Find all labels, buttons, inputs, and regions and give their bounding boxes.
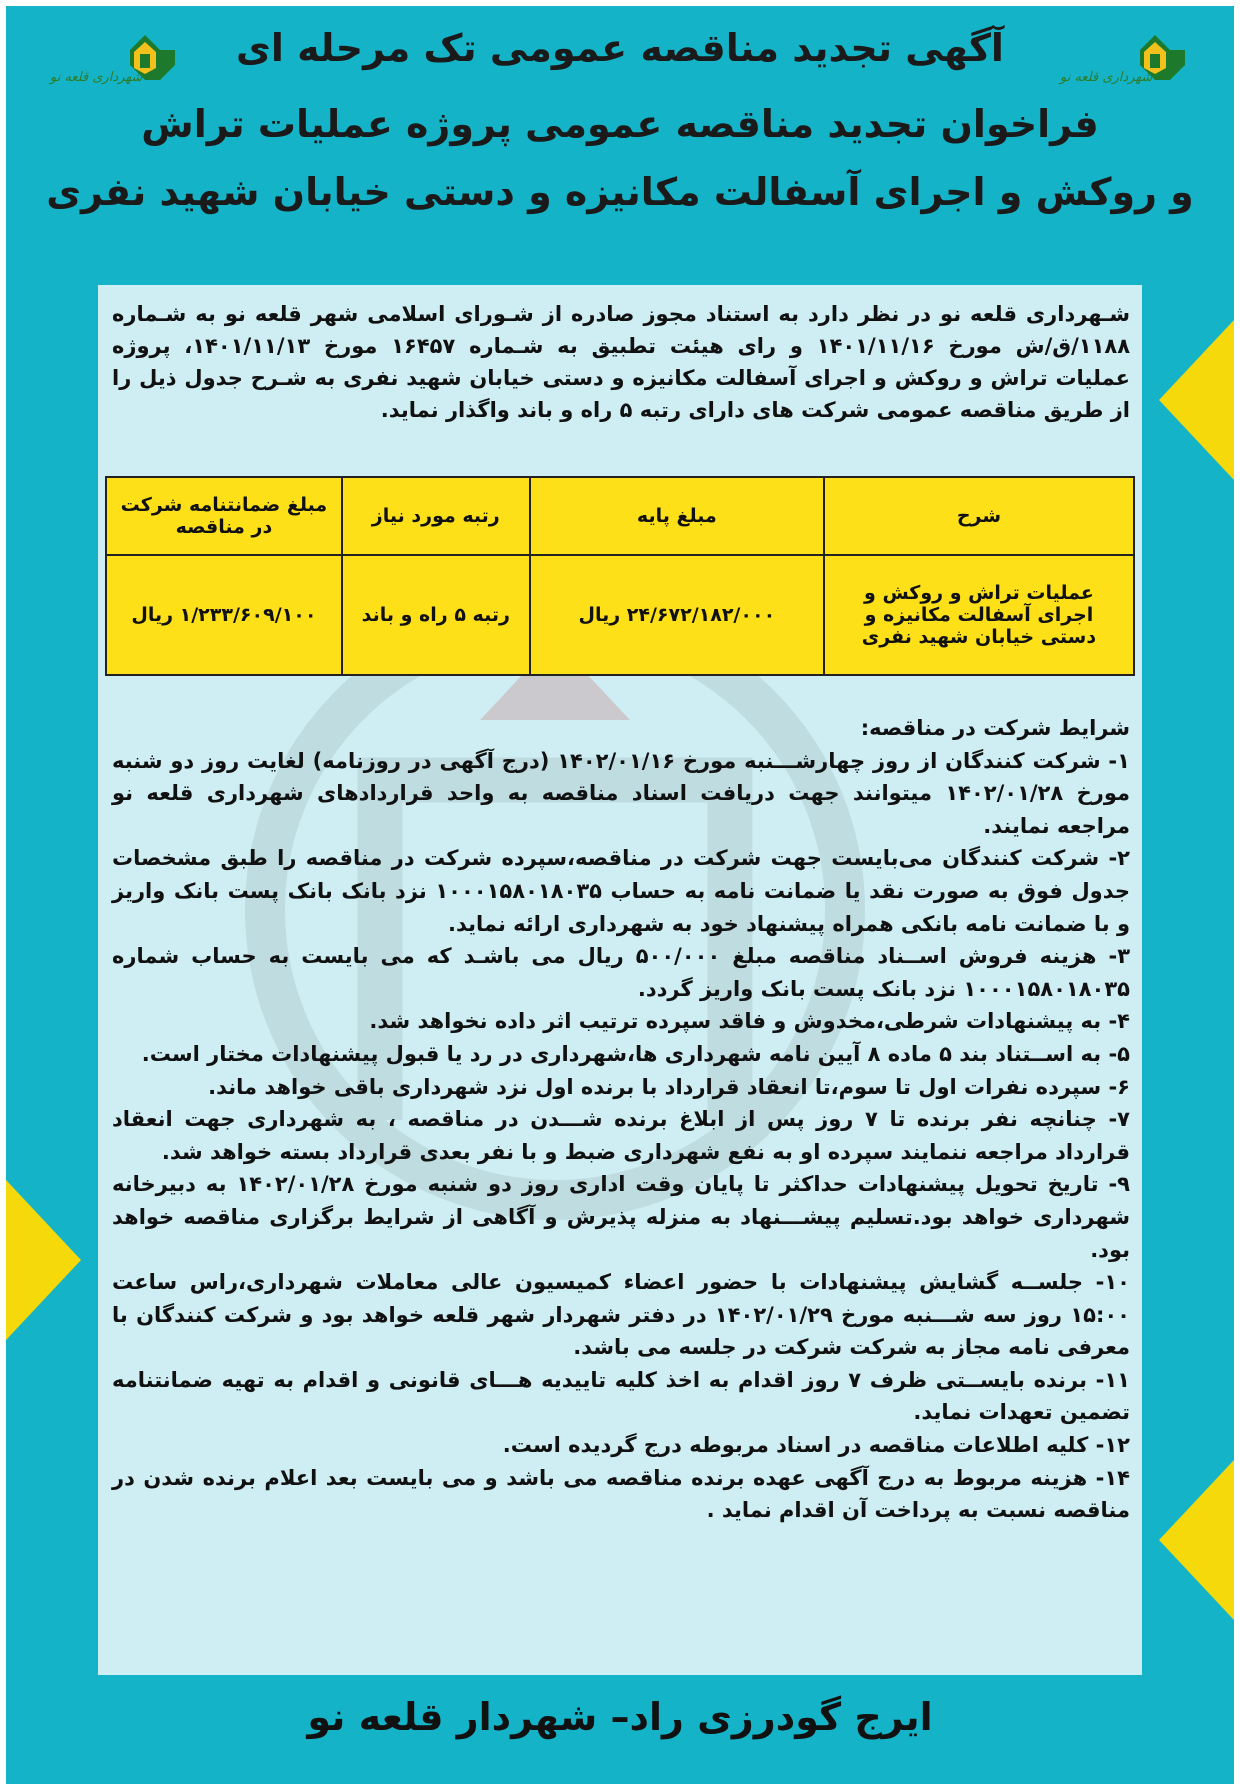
condition-item-5: ۵- به اســتناد بند ۵ ماده ۸ آیین نامه شهرداری ها،شهرداری در رد یا قبول پیشنهادات مختار است.	[141, 1041, 1130, 1066]
cell-guarantee-amount: ۱/۲۳۳/۶۰۹/۱۰۰ ریال	[106, 555, 342, 675]
condition-item-11: ۱۱- برنده بایســتی ظرف ۷ روز اقدام به اخذ کلیه تاییدیه هـــای قانونی و اقدام به تهیه ضمانتنامه تضمین تعهدات نماید.	[112, 1367, 1130, 1425]
header-guarantee-amount: مبلغ ضمانتنامه شرکت در مناقصه	[106, 477, 342, 555]
logo-signature-left: شهرداری قلعه نو	[50, 70, 143, 85]
cell-required-rank: رتبه ۵ راه و باند	[342, 555, 530, 675]
logo-signature-right: شهرداری قلعه نو	[1060, 70, 1153, 85]
header-required-rank: رتبه مورد نیاز	[342, 477, 530, 555]
tender-table	[105, 476, 1135, 676]
cell-description: عملیات تراش و روکش و اجرای آسفالت مکانیزه و دستی خیابان شهید نفری	[824, 555, 1134, 675]
conditions-section	[112, 712, 1130, 1527]
condition-item-14: ۱۴- هزینه مربوط به درج آگهی عهده برنده مناقصه می باشد و می بایست بعد اعلام برنده شدن در مناقصه نسبت به پرداخت آن اقدام نماید .	[112, 1465, 1130, 1523]
conditions-title: شرایط شرکت در مناقصه:	[860, 716, 1130, 740]
condition-item-7: ۷- چنانچه نفر برنده تا ۷ روز پس از ابلاغ برنده شـــدن در مناقصه ، به شهرداری جهت انعقاد قرارداد مراجعه ننمایند سپرده او به نفع شهرداری ضبط و با نفر بعدی قرارداد بسته خواهد شد.	[112, 1107, 1130, 1164]
title-line-2: فراخوان تجدید مناقصه عمومی پروژه عملیات تراش	[141, 102, 1099, 146]
title-line-3: و روکش و اجرای آسفالت مکانیزه و دستی خیابان شهید نفری	[46, 170, 1194, 214]
decor-triangle-right-top	[1159, 320, 1234, 480]
condition-item-6: ۶- سپرده نفرات اول تا سوم،تا انعقاد قرارداد با برنده اول نزد شهرداری باقی خواهد ماند.	[208, 1074, 1130, 1099]
condition-item-10: ۱۰- جلســه گشایش پیشنهادات با حضور اعضاء کمیسیون عالی معاملات شهرداری،راس ساعت ۱۵:۰۰ روز سه شـــنبه مورخ ۱۴۰۲/۰۱/۲۹ در دفتر شهردار شهر قلعه خواهد بود و شرکت کنندگان با معرفی نامه مجاز به شرکت شرکت در جلسه می باشد.	[112, 1270, 1130, 1360]
decor-triangle-left	[6, 1180, 81, 1340]
condition-item-3: ۳- هزینه فروش اســناد مناقصه مبلغ ۵۰۰/۰۰۰ ریال می باشـد که می بایست به حساب شماره ۱۰۰۰۱۵۸۰۱۸۰۳۵ نزد بانک پست بانک واریز گردد.	[112, 944, 1131, 1001]
condition-item-9: ۹- تاریخ تحویل پیشنهادات حداکثر تا پایان وقت اداری روز دو شنبه مورخ ۱۴۰۲/۰۱/۲۸ به دبیرخانه شهرداری خواهد بود.تسلیم پیشـــنهاد به منزله پذیرش و آگاهی از شرایط برگزاری مناقصه خواهد بود.	[112, 1172, 1130, 1262]
condition-item-1: ۱- شرکت کنندگان از روز چهارشـــنبه مورخ ۱۴۰۲/۰۱/۱۶ (درج آگهی در روزنامه) لغایت روز دو شنبه مورخ ۱۴۰۲/۰۱/۲۸ میتوانند جهت دریافت اسناد مناقصه به واحد قراردادهای شهرداری قلعه نو مراجعه نمایند.	[112, 748, 1131, 838]
condition-item-4: ۴- به پیشنهادات شرطی،مخدوش و فاقد سپرده ترتیب اثر داده نخواهد شد.	[369, 1009, 1130, 1034]
header	[10, 10, 1230, 260]
header-description: شرح	[824, 477, 1134, 555]
intro-paragraph: شـهرداری قلعه نو در نظر دارد به استناد مجوز صادره از شـورای اسلامی شهر قلعه نو به شـماره ۱۱۸۸/ق/ش مورخ ۱۴۰۱/۱۱/۱۶ و رای هیئت تطبیق به شـماره ۱۶۴۵۷ مورخ ۱۴۰۱/۱۱/۱۳، پروژه عملیات تراش و روکش و اجرای آسفالت مکانیزه و دستی خیابان شهید نفری به شـرح جدول ذیل را از طریق مناقصه عمومی شرکت های دارای رتبه ۵ راه و باند واگذار نماید.	[112, 302, 1131, 422]
title-line-1: آگهی تجدید مناقصه عمومی تک مرحله ای	[236, 26, 1004, 70]
header-base-amount: مبلغ پایه	[530, 477, 824, 555]
condition-item-12: ۱۲- کلیه اطلاعات مناقصه در اسناد مربوطه درج گردیده است.	[502, 1433, 1130, 1458]
decor-triangle-right-bottom	[1159, 1460, 1234, 1620]
table-row	[106, 555, 1134, 675]
condition-item-2: ۲- شرکت کنندگان می‌بایست جهت شرکت در مناقصه،سپرده شرکت در مناقصه را طبق مشخصات جدول فوق به صورت نقد یا ضمانت نامه به حساب ۱۰۰۰۱۵۸۰۱۸۰۳۵ نزد بانک بانک پست بانک واریز و با ضمانت نامه بانکی همراه پیشنهاد خود به شهرداری ارائه نماید.	[112, 846, 1130, 936]
cell-base-amount: ۲۴/۶۷۲/۱۸۲/۰۰۰ ریال	[530, 555, 824, 675]
mayor-signature: ایرج گودرزی راد– شهردار قلعه نو	[307, 1695, 933, 1739]
